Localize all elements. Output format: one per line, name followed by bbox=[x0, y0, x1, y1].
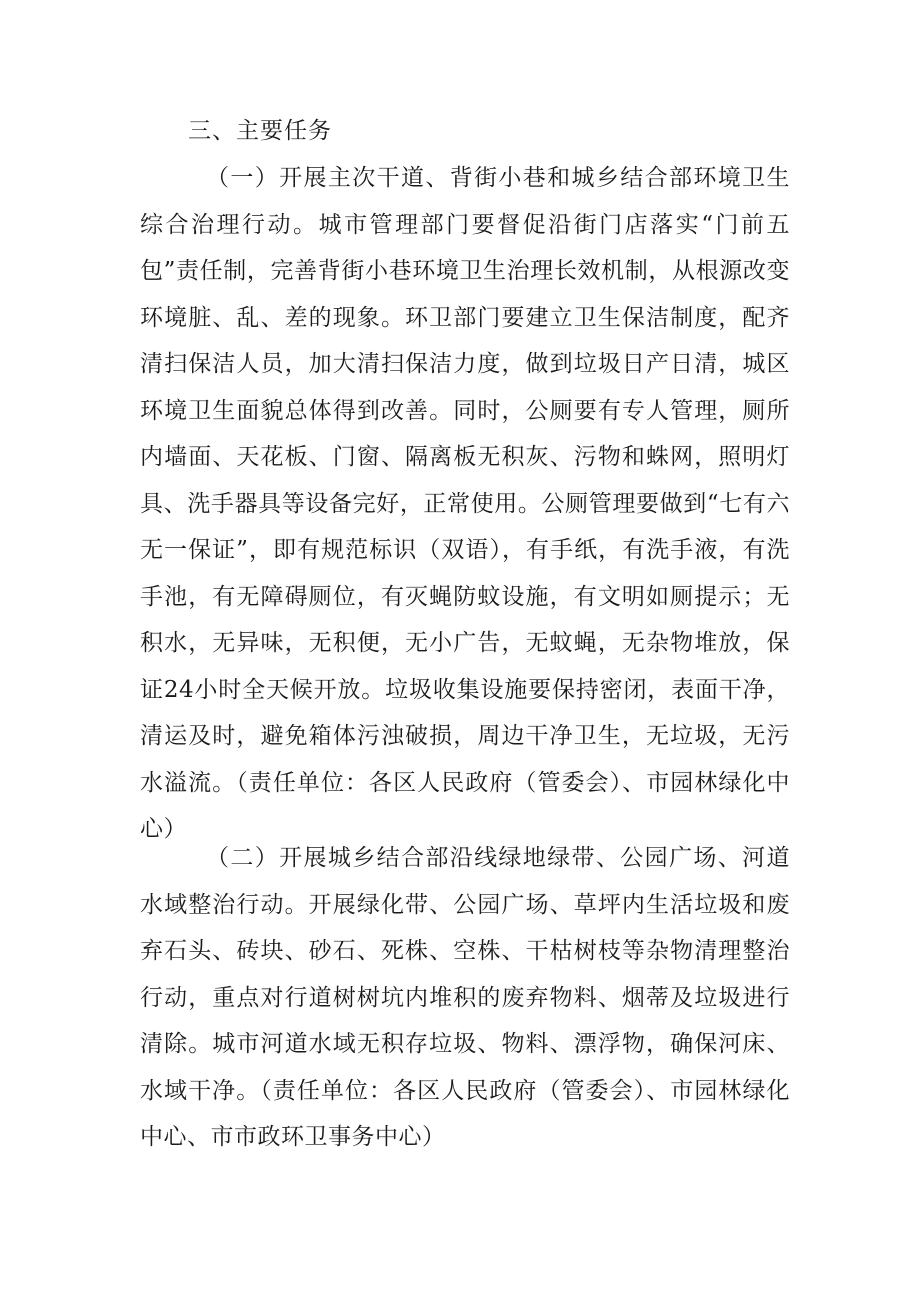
paragraph-task-2 bbox=[140, 835, 790, 1161]
paragraph-text: （二）开展城乡结合部沿线绿地绿带、公园广场、河道水域整治行动。开展绿化带、公园广场、草坪内生活垃圾和废弃石头、砖块、砂石、死株、空株、干枯树枝等杂物清理整治行动，重点对行道树树坑内堆积的废弃物料、烟蒂及垃圾进行清除。城市河道水域无积存垃圾、物料、漂浮物，确保河床、水域干净。（责任单位：各区人民政府（管委会）、市园林绿化中心、市市政环卫事务中心） bbox=[140, 845, 790, 1150]
paragraph-text: （一）开展主次干道、背街小巷和城乡结合部环境卫生综合治理行动。城市管理部门要督促沿街门店落实“门前五包”责任制，完善背街小巷环境卫生治理长效机制，从根源改变环境脏、乱、差的现象。环卫部门要建立卫生保洁制度，配齐清扫保洁人员，加大清扫保洁力度，做到垃圾日产日清，城区环境卫生面貌总体得到改善。同时，公厕要有专人管理，厕所内墙面、天花板、门窗、隔离板无积灰、污物和蛛网，照明灯具、洗手器具等设备完好，正常使用。公厕管理要做到“七有六无一保证”，即有规范标识（双语），有手纸，有洗手液，有洗手池，有无障碍厕位，有灭蝇防蚊设施，有文明如厕提示；无积水，无异味，无积便，无小广告，无蚊蝇，无杂物堆放，保证24小时全天候开放。垃圾收集设施要保持密闭，表面干净，清运及时，避免箱体污浊破损，周边干净卫生，无垃圾，无污水溢流。（责任单位：各区人民政府（管委会）、市园林绿化中心） bbox=[140, 165, 790, 842]
section-heading: 三、主要任务 bbox=[188, 118, 332, 144]
paragraph-task-1 bbox=[140, 155, 790, 853]
